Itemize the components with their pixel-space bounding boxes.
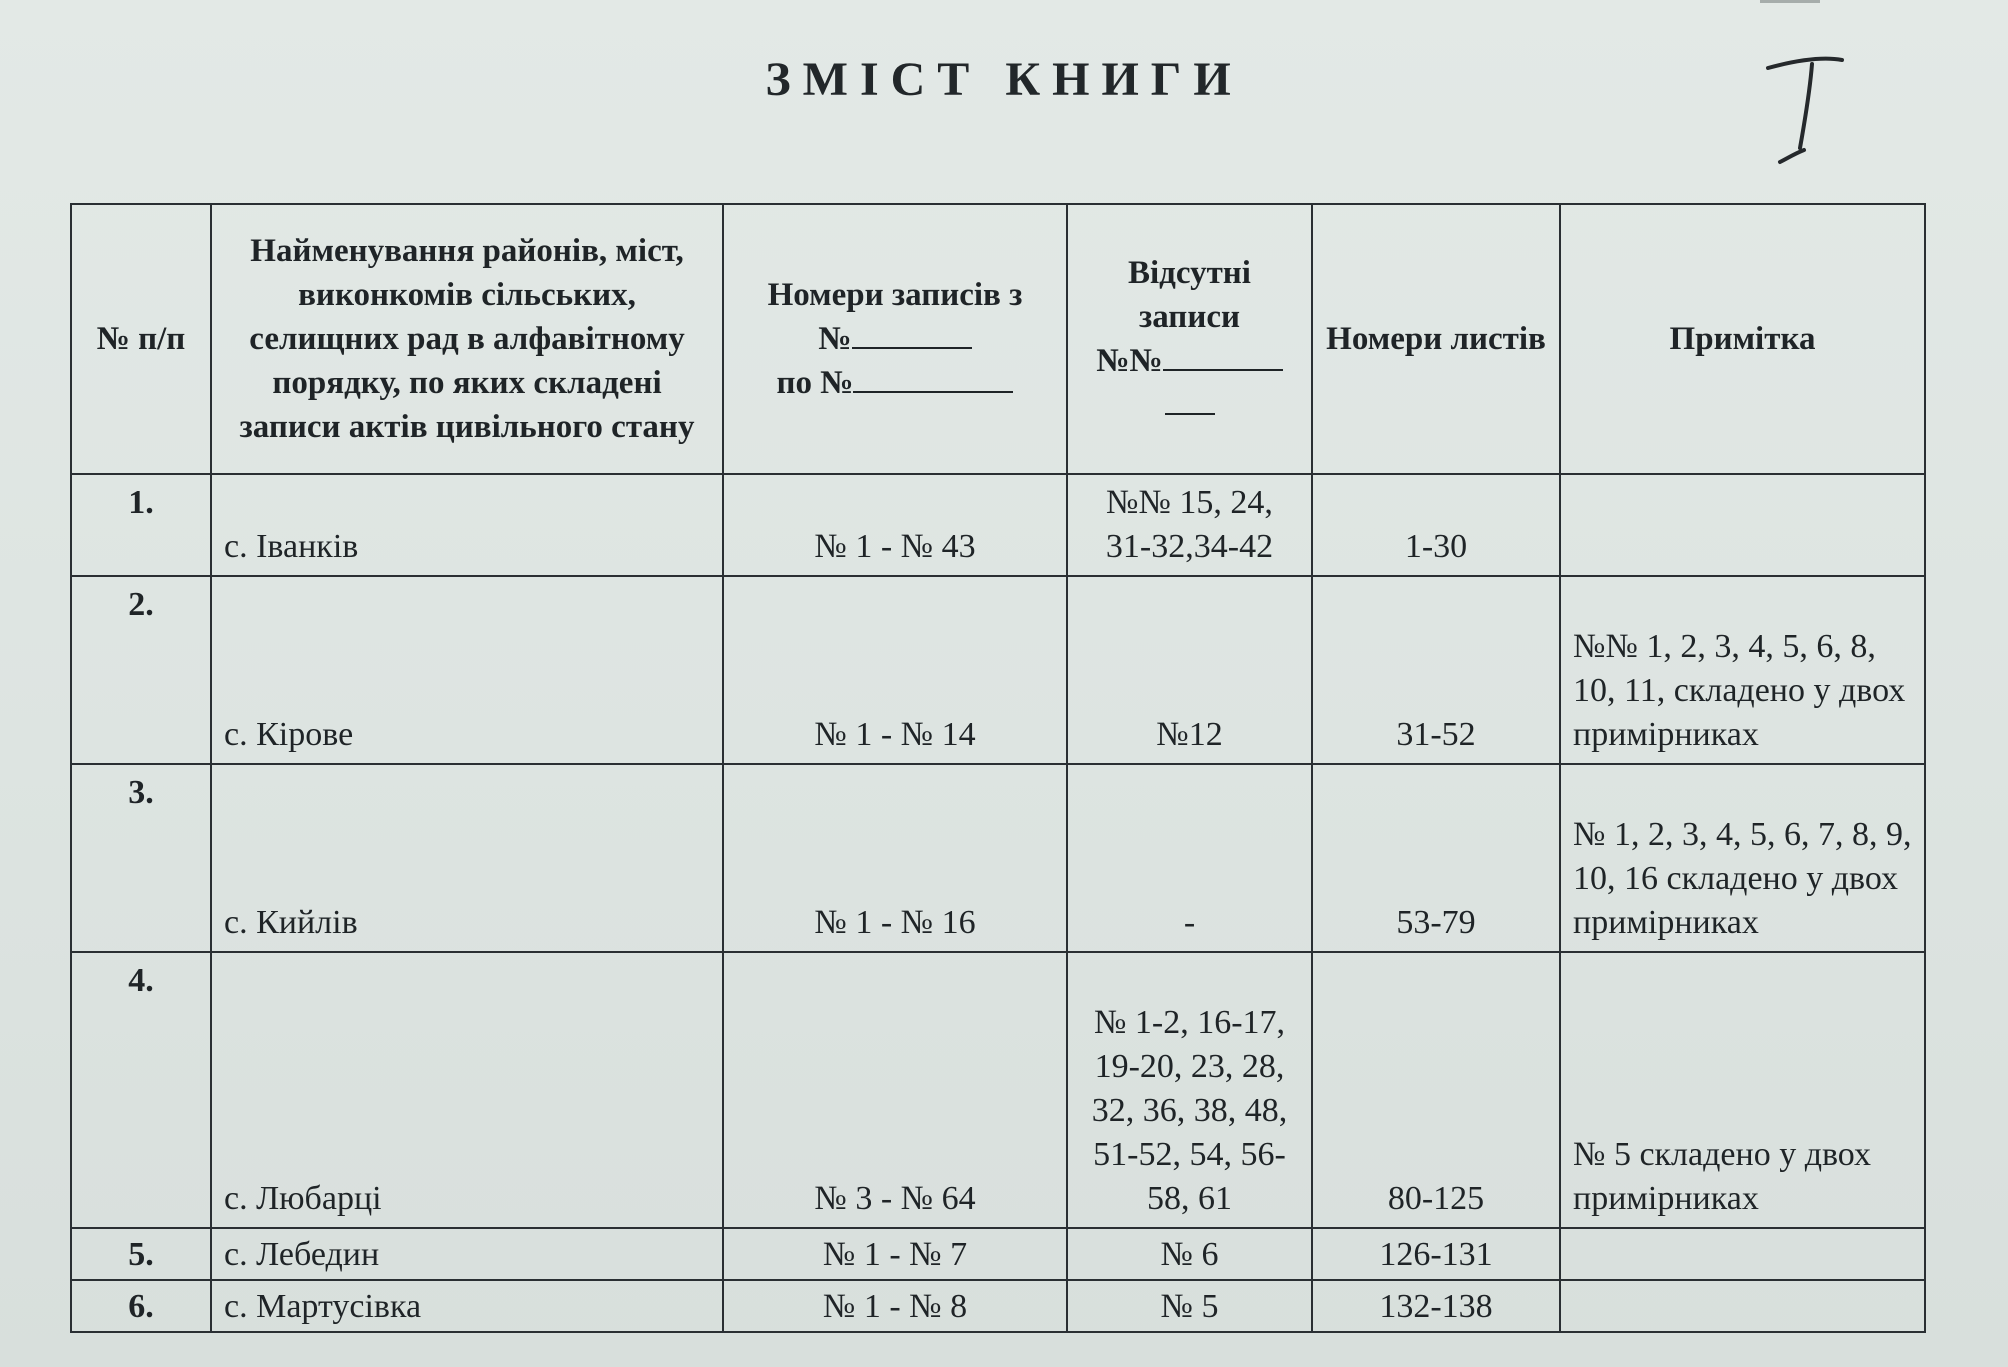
header-missing-line2: записи [1138,299,1240,335]
note: № 5 складено у двох примірниках [1560,952,1925,1228]
village-name: с. Кийлів [211,764,723,952]
note [1560,1280,1925,1332]
table-row [71,576,1925,764]
sheet-range: 1-30 [1312,474,1560,576]
sheet-range: 80-125 [1312,952,1560,1228]
record-range: № 3 - № 64 [723,952,1067,1228]
header-row-number: № п/п [71,204,211,474]
village-name: с. Лебедин [211,1228,723,1280]
row-number: 4. [71,952,211,1228]
scan-artifact-line [1760,0,1820,3]
village-name: с. Мартусівка [211,1280,723,1332]
table-row [71,1228,1925,1280]
blank-line [852,317,972,349]
village-name: с. Любарці [211,952,723,1228]
note: №№ 1, 2, 3, 4, 5, 6, 8, 10, 11, складено у двох примірниках [1560,576,1925,764]
sheet-range: 31-52 [1312,576,1560,764]
note [1560,474,1925,576]
missing-records: № 1-2, 16-17, 19-20, 23, 28, 32, 36, 38, 48, 51-52, 54, 56-58, 61 [1067,952,1312,1228]
header-sheet-numbers: Номери листів [1312,204,1560,474]
document-title: ЗМІСТ КНИГИ [765,53,1243,106]
missing-records: № 6 [1067,1228,1312,1280]
record-range: № 1 - № 7 [723,1228,1067,1280]
village-name: с. Іванків [211,474,723,576]
header-record-numbers [723,204,1067,474]
header-missing-records [1067,204,1312,474]
note: № 1, 2, 3, 4, 5, 6, 7, 8, 9, 10, 16 складено у двох примірниках [1560,764,1925,952]
header-record-numbers-line2: № [818,321,852,357]
row-number: 2. [71,576,211,764]
table-row [71,952,1925,1228]
table-row [71,1280,1925,1332]
missing-records: - [1067,764,1312,952]
row-number: 5. [71,1228,211,1280]
header-missing-line1: Відсутні [1128,255,1251,291]
missing-records: № 5 [1067,1280,1312,1332]
record-range: № 1 - № 43 [723,474,1067,576]
missing-records: №№ 15, 24, 31-32,34-42 [1067,474,1312,576]
sheet-range: 53-79 [1312,764,1560,952]
handwritten-roman-numeral-mark [1750,50,1850,180]
header-record-numbers-line1: Номери записів з [767,277,1023,313]
blank-line [1165,383,1215,415]
header-district-name: Найменування районів, міст, виконкомів сільських, селищних рад в алфавітному порядку, по яких складені записи актів цивільного стану [211,204,723,474]
book-contents-table [70,203,1926,1333]
sheet-range: 132-138 [1312,1280,1560,1332]
missing-records: №12 [1067,576,1312,764]
sheet-range: 126-131 [1312,1228,1560,1280]
blank-line [1163,339,1283,371]
header-note: Примітка [1560,204,1925,474]
table-row [71,764,1925,952]
record-range: № 1 - № 8 [723,1280,1067,1332]
note [1560,1228,1925,1280]
row-number: 6. [71,1280,211,1332]
record-range: № 1 - № 14 [723,576,1067,764]
row-number: 1. [71,474,211,576]
village-name: с. Кірове [211,576,723,764]
record-range: № 1 - № 16 [723,764,1067,952]
table-header-row [71,204,1925,474]
blank-line [853,361,1013,393]
header-record-numbers-line3: по № [776,365,854,401]
header-missing-line3: №№ [1096,343,1163,379]
row-number: 3. [71,764,211,952]
table-row [71,474,1925,576]
